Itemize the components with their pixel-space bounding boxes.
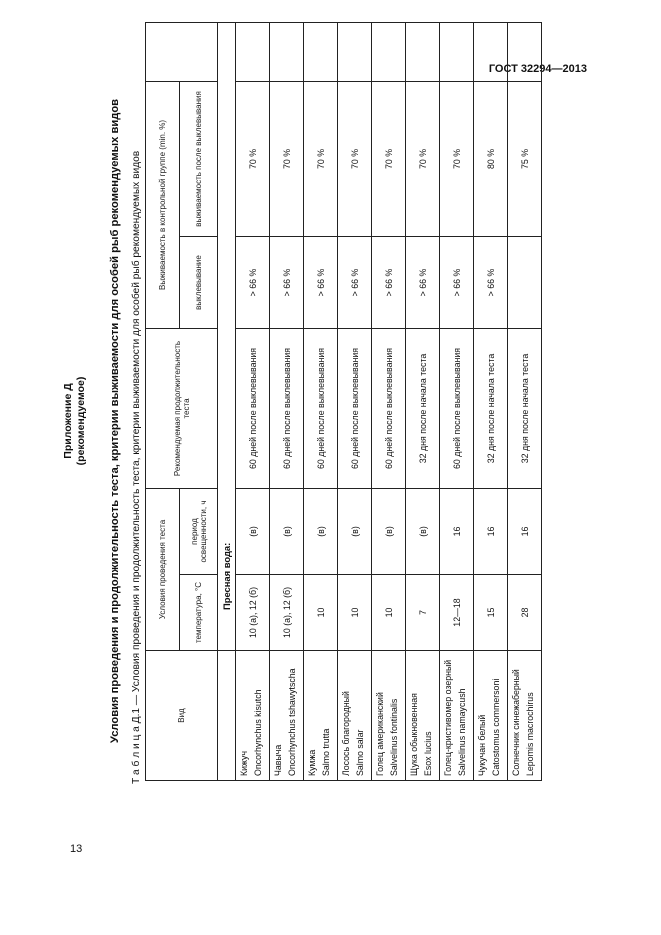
species-name-lat: Salvelinus fontinalis [389,698,399,776]
after-hatching-cell: 80 % [474,81,508,236]
photoperiod-cell: (в) [338,488,372,574]
species-cell [338,651,372,781]
temperature-cell: 10 [304,575,338,651]
after-hatching-cell: 70 % [236,81,270,236]
header-after-hatching: выживаемость после выклевывания [180,81,218,236]
header-temperature: температура, °С [180,575,218,651]
row-spacer-cell [474,22,508,81]
row-spacer-cell [440,22,474,81]
page-number: 13 [70,843,83,855]
hatching-cell [508,236,542,328]
duration-cell: 60 дней после выклевывания [270,328,304,488]
photoperiod-cell: (в) [304,488,338,574]
header-photoperiod: период освещенности, ч [180,488,218,574]
duration-cell: 32 дня после начала теста [406,328,440,488]
duration-cell: 60 дней после выклевывания [440,328,474,488]
temperature-cell: 10 [372,575,406,651]
hatching-cell: > 66 % [474,236,508,328]
temperature-cell: 7 [406,575,440,651]
temperature-cell: 10 [338,575,372,651]
section-cell-empty [218,651,236,781]
duration-cell: 32 дня после начала теста [474,328,508,488]
table-row [440,22,474,780]
duration-cell: 60 дней после выклевывания [304,328,338,488]
species-name-lat: Salmo trutta [321,728,331,776]
photoperiod-cell: (в) [270,488,304,574]
photoperiod-cell: 16 [474,488,508,574]
row-spacer-cell [338,22,372,81]
species-name-ru: Солнечник синежаберный [511,669,521,776]
row-spacer-cell [270,22,304,81]
hatching-cell: > 66 % [406,236,440,328]
species-name-ru: Чавыча [273,744,283,776]
row-spacer-cell [508,22,542,81]
after-hatching-cell: 70 % [338,81,372,236]
header-spacer [146,22,218,81]
duration-cell: 60 дней после выклевывания [338,328,372,488]
row-spacer-cell [406,22,440,81]
species-name-ru: Щука обыкновенная [409,693,419,776]
appendix-heading: Условия проведения и продолжительность теста, критерии выживаемости для особей рыб рекомендуемых видов [109,98,121,744]
appendix-title: Приложение Д [62,383,74,459]
table-row [304,22,338,780]
row-spacer-cell [304,22,338,81]
row-spacer-cell [236,22,270,81]
species-cell [474,651,508,781]
photoperiod-cell: 16 [508,488,542,574]
section-row [218,22,236,780]
standard-number: ГОСТ 32294—2013 [488,63,587,75]
temperature-cell: 12—18 [440,575,474,651]
hatching-cell: > 66 % [338,236,372,328]
species-name-lat: Oncorhynchus kisutch [253,689,263,776]
species-name-ru: Чукучан белый [477,714,487,776]
duration-cell: 32 дня после начала теста [508,328,542,488]
table-row [372,22,406,780]
photoperiod-cell: (в) [406,488,440,574]
header-survival: Выживаемость в контрольной группе (min. %) [146,81,180,328]
species-name-ru: Голец-кристивомер озерный [443,659,453,776]
species-name-lat: Oncorhynchus tshawytscha [287,668,297,776]
species-cell [304,651,338,781]
table-row [270,22,304,780]
species-name-ru: Кижуч [239,750,249,776]
hatching-cell: > 66 % [440,236,474,328]
appendix-status: (рекомендуемое) [75,376,87,466]
hatching-cell: > 66 % [304,236,338,328]
row-spacer-cell [372,22,406,81]
species-name-lat: Catostomus commersoni [491,678,501,776]
photoperiod-cell: (в) [236,488,270,574]
table-caption: Т а б л и ц а Д.1 — Условия проведения и продолжительность теста, критерии выживаемости для особей рыб рекомендуемых видов [131,150,142,784]
header-conditions: Условия проведения теста [146,488,180,650]
species-cell [236,651,270,781]
species-cell [406,651,440,781]
table-row [474,22,508,780]
hatching-cell: > 66 % [236,236,270,328]
table-row [338,22,372,780]
species-cell [270,651,304,781]
header-duration: Рекомендуемая продолжительность теста [146,328,218,488]
after-hatching-cell: 75 % [508,81,542,236]
duration-cell: 60 дней после выклевывания [372,328,406,488]
header-hatching: выклевывание [180,236,218,328]
fish-species-table [145,22,542,781]
photoperiod-cell: 16 [440,488,474,574]
species-cell [372,651,406,781]
hatching-cell: > 66 % [372,236,406,328]
species-cell [508,651,542,781]
hatching-cell: > 66 % [270,236,304,328]
species-name-lat: Salmo salar [355,729,365,776]
after-hatching-cell: 70 % [270,81,304,236]
species-name-ru: Кумжа [307,749,317,776]
after-hatching-cell: 70 % [440,81,474,236]
temperature-cell: 28 [508,575,542,651]
appendix-block [62,4,88,838]
photoperiod-cell: (в) [372,488,406,574]
species-name-ru: Голец американский [375,692,385,776]
rotated-page-content [31,4,571,838]
header-species: Вид [146,651,218,781]
species-name-lat: Salvelinus namaycush [457,688,467,776]
temperature-cell: 10 (а), 12 (б) [270,575,304,651]
species-name-ru: Лосось благородный [341,691,351,776]
after-hatching-cell: 70 % [406,81,440,236]
after-hatching-cell: 70 % [372,81,406,236]
species-name-lat: Lepomis macrochirus [525,692,535,776]
duration-cell: 60 дней после выклевывания [236,328,270,488]
section-label: Пресная вода: [218,22,236,650]
species-name-lat: Esox lucius [423,731,433,776]
table-row [406,22,440,780]
species-cell [440,651,474,781]
table-row [508,22,542,780]
after-hatching-cell: 70 % [304,81,338,236]
temperature-cell: 15 [474,575,508,651]
table-row [236,22,270,780]
temperature-cell: 10 (а), 12 (б) [236,575,270,651]
